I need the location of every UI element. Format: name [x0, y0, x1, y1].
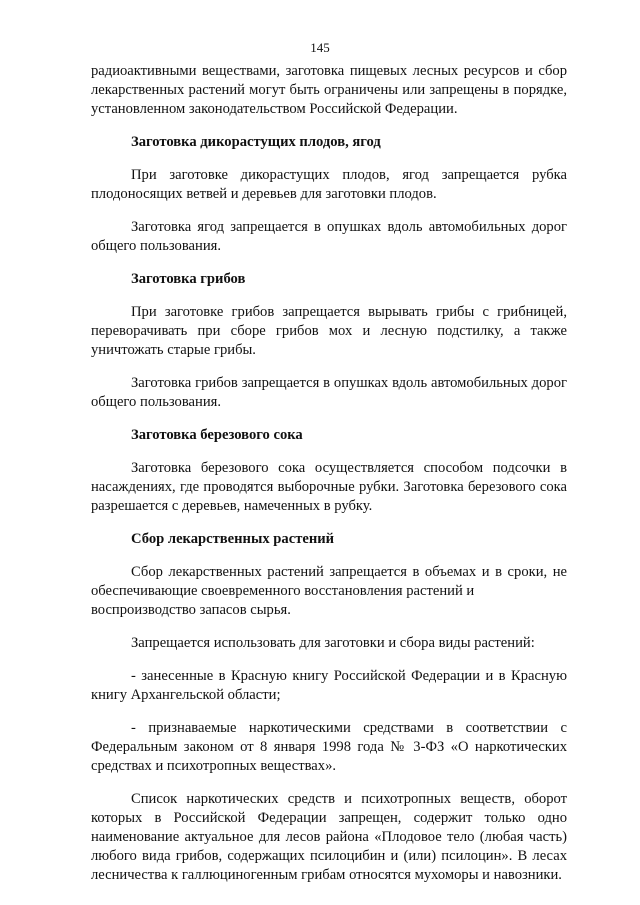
section-title-medicinal: Сбор лекарственных растений: [131, 531, 335, 547]
mushrooms-paragraph-2: Заготовка грибов запрещается в опушках вдоль автомобильных дорог общего пользования.: [91, 375, 567, 410]
list-item-narcotic: - признаваемые наркотическими средствами в соответствии с Федеральным законом от 8 января 1998 года № 3-ФЗ «О наркотических средствах и психотропных веществах».: [91, 720, 567, 774]
medicinal-paragraph-3: Список наркотических средств и психотропных веществ, оборот которых в Российской Федерации запрещен, содержит только одно наименование актуальное для лесов района «Плодовое тело (любая часть) любого вида грибов, содержащих псилоцибин и (или) псилоцин». В лесах лесничества к галлюциногенным грибам относятся мухоморы и навозники.: [91, 791, 567, 883]
list-item-red-book: - занесенные в Красную книгу Российской Федерации и в Красную книгу Архангельской области;: [91, 668, 567, 703]
section-title-fruits: Заготовка дикорастущих плодов, ягод: [131, 134, 381, 150]
birch-sap-paragraph: Заготовка березового сока осуществляется способом подсочки в насаждениях, где проводятся выборочные рубки. Заготовка березового сока разрешается с деревьев, намеченных в рубку.: [91, 460, 567, 514]
section-title-mushrooms: Заготовка грибов: [131, 271, 246, 287]
document-body: [91, 62, 567, 899]
page-number: 145: [310, 40, 330, 55]
fruits-paragraph-1: При заготовке дикорастущих плодов, ягод запрещается рубка плодоносящих ветвей и деревьев для заготовки плодов.: [91, 167, 567, 202]
intro-paragraph: радиоактивными веществами, заготовка пищевых лесных ресурсов и сбор лекарственных растений могут быть ограничены или запрещены в порядке, установленном законодательством Российской Федерации.: [91, 63, 567, 117]
mushrooms-paragraph-1: При заготовке грибов запрещается вырывать грибы с грибницей, переворачивать при сборе грибов мох и лесную подстилку, а также уничтожать старые грибы.: [91, 304, 567, 358]
medicinal-paragraph-2: Запрещается использовать для заготовки и сбора виды растений:: [131, 635, 535, 651]
medicinal-paragraph-1: Сбор лекарственных растений запрещается в объемах и в сроки, не обеспечивающие своевременного восстановления растений и: [91, 564, 567, 599]
section-title-birch-sap: Заготовка березового сока: [131, 427, 303, 443]
medicinal-paragraph-1-end: воспроизводство запасов сырья.: [91, 602, 291, 618]
fruits-paragraph-2: Заготовка ягод запрещается в опушках вдоль автомобильных дорог общего пользования.: [91, 219, 567, 254]
